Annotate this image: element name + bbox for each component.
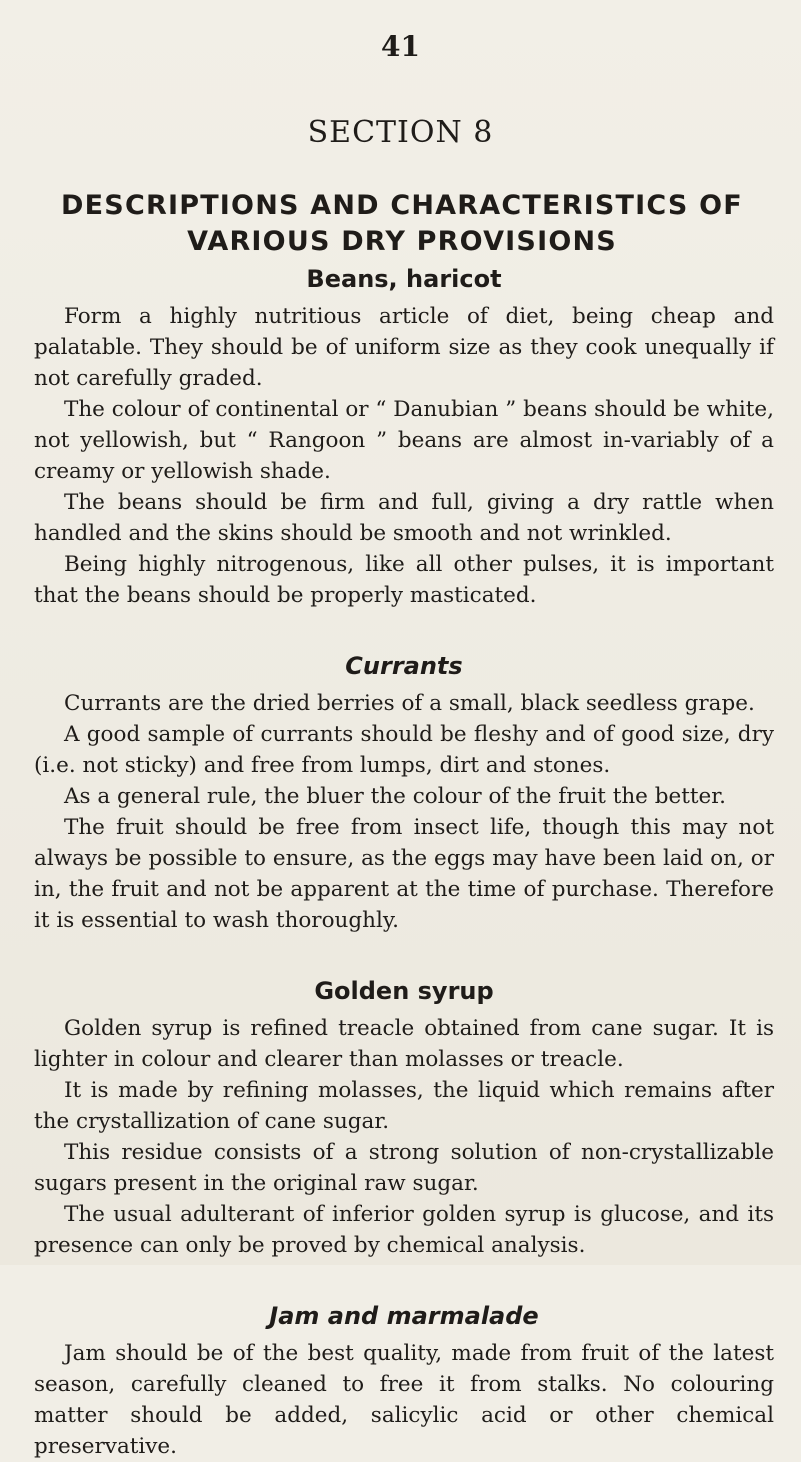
entry-title: Beans, haricot <box>306 265 502 293</box>
paragraph: Golden syrup is refined treacle obtained from cane sugar. It is lighter in colour and clearer than molasses or treacle. <box>34 1016 774 1072</box>
section-title: SECTION 8 <box>307 115 494 150</box>
paragraph: A good sample of currants should be fleshy and of good size, dry (i.e. not sticky) and free from lumps, dirt and stones. <box>34 722 774 778</box>
entry-title: Golden syrup <box>314 977 494 1005</box>
paragraph: The colour of continental or “ Danubian ” beans should be white, not yellowish, but “ Rangoon ” beans are almost in-variably of a creamy or yellowish shade. <box>34 397 774 484</box>
entry-title: Jam and marmalade <box>269 1302 539 1330</box>
page-content <box>34 262 774 1462</box>
entry-title: Currants <box>345 652 463 680</box>
entry-currants <box>34 649 774 936</box>
paragraph: Currants are the dried berries of a small, black seedless grape. <box>64 691 755 716</box>
paragraph: As a general rule, the bluer the colour of the fruit the better. <box>64 784 726 809</box>
paragraph: Jam should be of the best quality, made from fruit of the latest season, carefully cleaned to free it from stalks. No colouring matter should be added, salicylic acid or other chemical preservative. <box>34 1341 774 1459</box>
chapter-heading: DESCRIPTIONS AND CHARACTERISTICS OF VARIOUS DRY PROVISIONS <box>61 190 743 257</box>
page-number: 41 <box>381 30 420 63</box>
paragraph: The beans should be firm and full, giving a dry rattle when handled and the skins should be smooth and not wrinkled. <box>34 490 774 546</box>
paragraph: The fruit should be free from insect life, though this may not always be possible to ensure, as the eggs may have been laid on, or in, the fruit and not be apparent at the time of purchase. Therefore it is essential to wash thoroughly. <box>34 815 774 933</box>
entry-golden-syrup <box>34 974 774 1261</box>
paragraph: This residue consists of a strong solution of non-crystallizable sugars present in the original raw sugar. <box>34 1140 774 1196</box>
entry-beans <box>34 262 774 611</box>
paragraph: Being highly nitrogenous, like all other pulses, it is important that the beans should be properly masticated. <box>34 552 774 608</box>
entry-jam-and-marmalade <box>34 1299 774 1462</box>
paragraph: Form a highly nutritious article of diet, being cheap and palatable. They should be of uniform size as they cook unequally if not carefully graded. <box>34 304 774 391</box>
paragraph: It is made by refining molasses, the liquid which remains after the crystallization of cane sugar. <box>34 1078 774 1134</box>
paragraph: The usual adulterant of inferior golden syrup is glucose, and its presence can only be proved by chemical analysis. <box>34 1202 774 1258</box>
